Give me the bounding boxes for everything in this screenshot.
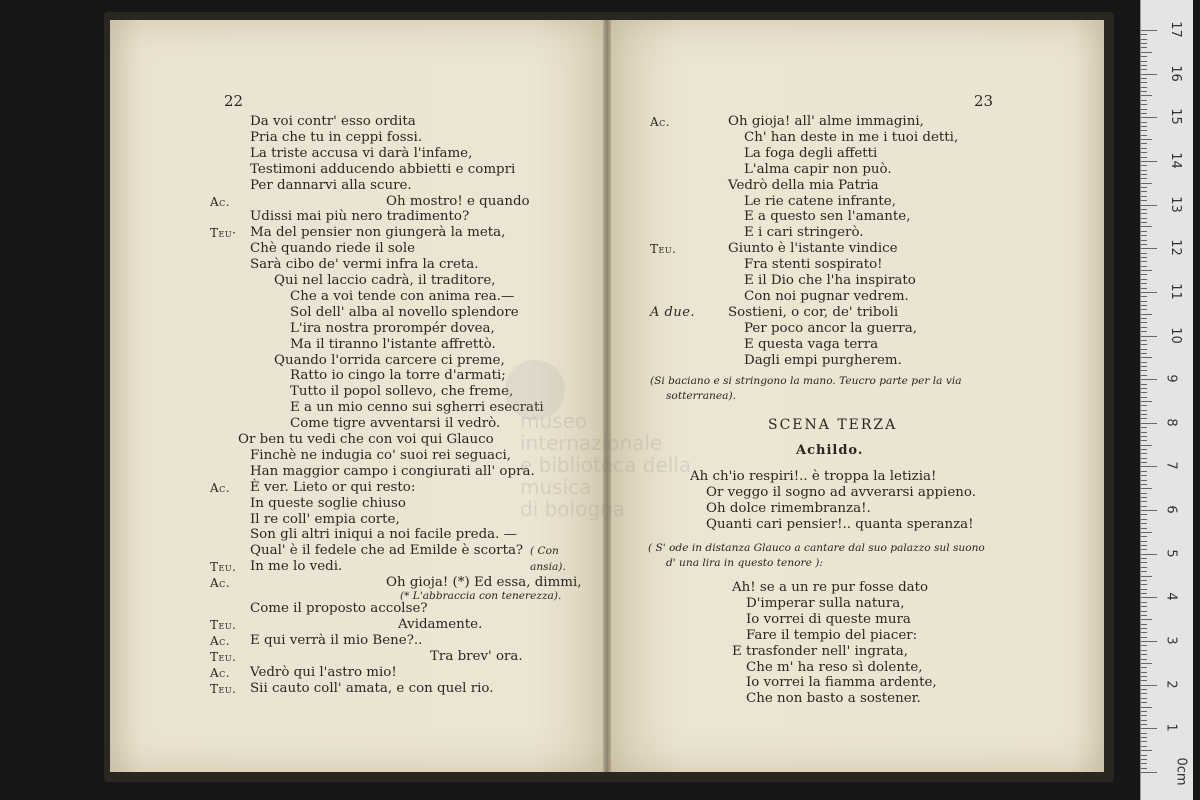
ruler-tick <box>1141 39 1147 40</box>
verse-line: Testimoni adducendo abbietti e compri <box>250 161 516 177</box>
ruler-tick <box>1141 510 1157 511</box>
ruler-tick <box>1141 397 1147 398</box>
ruler-tick <box>1141 205 1157 206</box>
ruler-tick <box>1141 741 1147 742</box>
ruler-tick <box>1141 475 1147 476</box>
ruler-tick <box>1141 336 1157 337</box>
ruler-tick <box>1141 314 1152 315</box>
ruler-tick <box>1141 619 1152 620</box>
ruler-number: 6 <box>1163 505 1179 514</box>
ruler-tick <box>1141 82 1147 83</box>
ruler-tick <box>1141 654 1147 655</box>
verse-line: Vedrò qui l'astro mio! <box>250 664 397 680</box>
verse-line: E qui verrà il mio Bene?.. <box>250 632 423 648</box>
ruler-tick <box>1141 139 1152 140</box>
ruler-tick <box>1141 100 1147 101</box>
ruler-number: 10 <box>1167 326 1183 344</box>
ruler-tick <box>1141 240 1147 241</box>
ruler-tick <box>1141 440 1147 441</box>
ruler-tick <box>1141 292 1157 293</box>
ruler-tick <box>1141 274 1147 275</box>
verse-line: E trasfonder nell' ingrata, <box>732 643 909 659</box>
ruler-tick <box>1141 178 1147 179</box>
ruler-tick <box>1141 296 1147 297</box>
ruler-tick <box>1141 248 1157 249</box>
verse-line: In me lo vedi. <box>250 559 343 575</box>
ruler-tick <box>1141 611 1147 612</box>
ruler-number: 15 <box>1167 108 1183 126</box>
ruler-tick <box>1141 659 1147 660</box>
ruler-tick <box>1141 279 1147 280</box>
ruler-tick <box>1141 672 1147 673</box>
ruler-tick <box>1141 353 1147 354</box>
ruler-tick <box>1141 759 1147 760</box>
ruler-tick <box>1141 453 1147 454</box>
verse-line: Oh gioja! (*) Ed essa, dimmi, <box>386 575 582 591</box>
speaker-label: Ac. <box>210 665 231 680</box>
verse-line: La foga degli affetti <box>744 145 878 161</box>
ruler-tick <box>1141 584 1147 585</box>
ruler-tick <box>1141 720 1147 721</box>
ruler-tick <box>1141 340 1147 341</box>
ruler-tick <box>1141 650 1147 651</box>
verse-line: Come tigre avventarsi il vedrò. <box>290 416 501 432</box>
ruler-tick <box>1141 488 1152 489</box>
stage-direction: d' una lira in questo tenore ): <box>666 557 823 569</box>
ruler-tick <box>1141 130 1147 131</box>
verse-line: Tra brev' ora. <box>430 648 523 664</box>
ruler-tick <box>1141 113 1147 114</box>
page-number-left: 22 <box>224 92 244 110</box>
ruler-tick <box>1141 663 1152 664</box>
ruler-tick <box>1141 528 1147 529</box>
ruler-tick <box>1141 519 1147 520</box>
ruler-tick <box>1141 357 1152 358</box>
ruler-tick <box>1141 445 1152 446</box>
ruler-tick <box>1141 327 1147 328</box>
ruler-tick <box>1141 209 1147 210</box>
verse-line: Giunto è l'istante vindice <box>728 241 898 257</box>
ruler-tick <box>1141 501 1147 502</box>
verse-line: Sostieni, o cor, de' triboli <box>728 304 899 320</box>
verse-line: Son gli altri iniqui a noi facile preda. — <box>250 527 518 543</box>
ruler-tick <box>1141 392 1147 393</box>
ruler-tick <box>1141 366 1147 367</box>
verse-line: Che m' ha reso sì dolente, <box>746 659 923 675</box>
ruler-tick <box>1141 226 1152 227</box>
ruler-number: 7 <box>1163 461 1179 471</box>
ruler-tick <box>1141 126 1147 127</box>
verse-line: Ma del pensier non giungerà la meta, <box>250 225 506 241</box>
ruler-tick <box>1141 480 1147 481</box>
speaker-label: Ac. <box>650 115 671 129</box>
ruler-tick <box>1141 558 1147 559</box>
ruler-tick <box>1141 370 1147 371</box>
verse-line: E i cari stringerò. <box>744 225 864 241</box>
ruler-number: 8 <box>1163 418 1179 427</box>
speaker-label: Ac. <box>210 633 231 648</box>
ruler-number: 12 <box>1167 239 1183 257</box>
ruler-tick <box>1141 91 1147 92</box>
ruler-tick <box>1141 471 1147 472</box>
ruler-tick <box>1141 78 1147 79</box>
ruler-tick <box>1141 685 1157 686</box>
verse-line: E questa vaga terra <box>744 336 879 352</box>
ruler-number: 16 <box>1167 64 1183 82</box>
ruler-tick <box>1141 554 1157 555</box>
ruler-tick <box>1141 344 1147 345</box>
ruler-tick <box>1141 117 1157 118</box>
ruler-tick <box>1141 52 1152 53</box>
ruler-tick <box>1141 143 1147 144</box>
ruler-tick <box>1141 244 1147 245</box>
ruler-tick <box>1141 283 1147 284</box>
ruler-tick <box>1141 231 1147 232</box>
verse-line: Qui nel laccio cadrà, il traditore, <box>274 273 496 288</box>
ruler-tick <box>1141 597 1157 598</box>
ruler-tick <box>1141 183 1152 184</box>
ruler-tick <box>1141 213 1147 214</box>
ruler-tick <box>1141 667 1147 668</box>
ruler-tick <box>1141 109 1147 110</box>
verse-line: Ah! se a un re pur fosse dato <box>732 580 929 595</box>
ruler-tick <box>1141 362 1147 363</box>
speaker-label: Teu· <box>210 226 237 241</box>
ruler-tick <box>1141 410 1147 411</box>
ruler-tick <box>1141 170 1147 171</box>
ruler-tick <box>1141 532 1152 533</box>
ruler-tick <box>1141 466 1157 467</box>
ruler-tick <box>1141 680 1147 681</box>
ruler-tick <box>1141 43 1147 44</box>
verse-line: Quando l'orrida carcere ci preme, <box>274 352 505 368</box>
ruler-tick <box>1141 253 1147 254</box>
ruler-tick <box>1141 733 1147 734</box>
ruler-tick <box>1141 322 1147 323</box>
verse-line: Quanti cari pensier!.. quanta speranza! <box>706 517 974 533</box>
ruler-tick <box>1141 624 1147 625</box>
ruler-tick <box>1141 95 1152 96</box>
verse-line: Han maggior campo i congiurati all' opra. <box>250 463 535 479</box>
verse-line: Che non basto a sostener. <box>746 691 921 707</box>
ruler-number: 0cm <box>1173 757 1189 786</box>
ruler-tick <box>1141 423 1157 424</box>
verse-line: Come il proposto accolse? <box>250 601 428 616</box>
stage-direction: ( S' ode in distanza Glauco a cantare dal suo palazzo sul suono <box>648 542 985 554</box>
verse-line: Che a voi tende con anima rea.— <box>290 288 515 304</box>
verse-line: Chè quando riede il sole <box>250 241 416 257</box>
ruler-number: 3 <box>1163 636 1179 645</box>
ruler-tick <box>1141 702 1147 703</box>
verse-line: Oh dolce rimembranza!. <box>706 501 871 517</box>
verse-line: Sarà cibo de' vermi infra la creta. <box>250 257 479 273</box>
ruler-tick <box>1141 763 1147 764</box>
ruler-tick <box>1141 458 1147 459</box>
ruler-tick <box>1141 104 1147 105</box>
ruler-tick <box>1141 187 1147 188</box>
ruler-tick <box>1141 47 1147 48</box>
ruler-tick <box>1141 414 1147 415</box>
ruler-tick <box>1141 707 1152 708</box>
verse-line: Da voi contr' esso ordita <box>250 114 416 129</box>
ruler-tick <box>1141 405 1147 406</box>
ruler-tick <box>1141 165 1147 166</box>
stage-direction: (Si baciano e si stringono la mano. Teucro parte per la via <box>650 375 962 388</box>
ruler-tick <box>1141 746 1147 747</box>
verse-line: E a questo sen l'amante, <box>744 209 911 225</box>
ruler-tick <box>1141 632 1147 633</box>
ruler-tick <box>1141 379 1157 380</box>
watermark-logo <box>505 360 565 420</box>
ruler-tick <box>1141 427 1147 428</box>
verse-line: L'alma capir non può. <box>744 161 892 177</box>
ruler-tick <box>1141 628 1147 629</box>
ruler-tick <box>1141 331 1147 332</box>
ruler-tick <box>1141 580 1147 581</box>
ruler-tick <box>1141 567 1147 568</box>
verse-line: Ratto io cingo la torre d'armati; <box>290 368 506 384</box>
ruler-tick <box>1141 157 1147 158</box>
book-gutter <box>603 20 611 772</box>
verse-line: Oh mostro! e quando <box>386 193 530 209</box>
ruler-tick <box>1141 768 1147 769</box>
ruler-tick <box>1141 375 1147 376</box>
ruler-tick <box>1141 698 1147 699</box>
ruler-tick <box>1141 449 1147 450</box>
verse-line: Le rie catene infrante, <box>744 193 896 209</box>
ruler-tick <box>1141 693 1147 694</box>
verse-line: Fra stenti sospirato! <box>744 257 883 273</box>
ruler-tick <box>1141 305 1147 306</box>
ruler-tick <box>1141 174 1147 175</box>
ruler-tick <box>1141 772 1157 773</box>
ruler-tick <box>1141 401 1152 402</box>
ruler-tick <box>1141 589 1147 590</box>
ruler-tick <box>1141 514 1147 515</box>
verse-line: Io vorrei di queste mura <box>746 611 911 627</box>
speaker-label: Teu. <box>210 560 237 575</box>
verse-line: Or ben tu vedi che con voi qui Glauco <box>238 432 494 447</box>
ruler-tick <box>1141 737 1147 738</box>
ruler-tick <box>1141 493 1147 494</box>
speaker-label: Teu. <box>210 681 237 696</box>
ruler-tick <box>1141 318 1147 319</box>
verse-line: Oh gioja! all' alme immagini, <box>728 114 924 129</box>
verse-line: Sii cauto coll' amata, e con quel rio. <box>250 680 494 696</box>
verse-line: L'ira nostra prorompér dovea, <box>290 320 495 336</box>
ruler-tick <box>1141 676 1147 677</box>
page-number-right: 23 <box>974 92 994 110</box>
ruler-tick <box>1141 562 1147 563</box>
ruler-tick <box>1141 56 1147 57</box>
ruler-tick <box>1141 384 1147 385</box>
measurement-ruler <box>1140 0 1193 800</box>
verse-line: E a un mio cenno sui sgherri esecrati <box>290 400 544 416</box>
ruler-tick <box>1141 536 1147 537</box>
ruler-number: 2 <box>1163 680 1179 689</box>
ruler-number: 11 <box>1167 283 1183 300</box>
ruler-tick <box>1141 349 1147 350</box>
ruler-tick <box>1141 602 1147 603</box>
ruler-number: 1 <box>1163 723 1179 732</box>
ruler-tick <box>1141 715 1147 716</box>
verse-line: Per poco ancor la guerra, <box>744 320 917 336</box>
ruler-number: 13 <box>1167 195 1183 213</box>
ruler-tick <box>1141 61 1147 62</box>
verse-line: Fare il tempio del piacer: <box>746 627 918 643</box>
ruler-tick <box>1141 637 1147 638</box>
verse-line: Udissi mai più nero tradimento? <box>250 209 470 225</box>
stage-direction: (* L'abbraccia con tenerezza). <box>400 590 562 602</box>
verse-line: Dagli empi purgherem. <box>744 352 902 368</box>
ruler-tick <box>1141 541 1147 542</box>
ruler-tick <box>1141 497 1147 498</box>
ruler-tick <box>1141 200 1147 201</box>
speaker-label: Teu. <box>210 617 237 632</box>
ruler-tick <box>1141 641 1157 642</box>
ruler-number: 9 <box>1163 374 1179 383</box>
ruler-tick <box>1141 750 1152 751</box>
ruler-tick <box>1141 87 1147 88</box>
ruler-tick <box>1141 65 1147 66</box>
verse-line: Finchè ne indugia co' suoi rei seguaci, <box>250 447 511 463</box>
ruler-tick <box>1141 462 1147 463</box>
ruler-tick <box>1141 576 1152 577</box>
ruler-tick <box>1141 288 1147 289</box>
ruler-tick <box>1141 689 1147 690</box>
speaker-label: Ac. <box>210 576 231 591</box>
ruler-number: 17 <box>1167 21 1183 38</box>
verse-line: Ch' han deste in me i tuoi detti, <box>744 129 959 145</box>
ruler-tick <box>1141 30 1157 31</box>
verse-line: In queste soglie chiuso <box>250 495 406 511</box>
verse-line: Io vorrei la fiamma ardente, <box>746 675 937 691</box>
ruler-number: 4 <box>1163 592 1179 602</box>
ruler-tick <box>1141 615 1147 616</box>
ruler-tick <box>1141 432 1147 433</box>
ruler-tick <box>1141 309 1147 310</box>
ruler-tick <box>1141 222 1147 223</box>
ruler-tick <box>1141 161 1157 162</box>
ruler-number: 14 <box>1167 152 1183 169</box>
stage-direction: sotterranea). <box>666 390 736 403</box>
ruler-tick <box>1141 506 1147 507</box>
ruler-tick <box>1141 755 1147 756</box>
ruler-tick <box>1141 191 1147 192</box>
ruler-tick <box>1141 266 1147 267</box>
verse-line: Avidamente. <box>398 616 483 632</box>
verse-line: Per dannarvi alla scure. <box>250 177 412 193</box>
verse-line: D'imperar sulla natura, <box>746 595 905 611</box>
verse-line: Con noi pugnar vedrem. <box>744 288 909 304</box>
ruler-tick <box>1141 418 1147 419</box>
ruler-tick <box>1141 257 1147 258</box>
ruler-tick <box>1141 724 1147 725</box>
ruler-tick <box>1141 645 1147 646</box>
verse-line: Ma il tiranno l'istante affrettò. <box>290 336 496 352</box>
stage-direction: ansia). <box>530 561 566 574</box>
ruler-tick <box>1141 235 1147 236</box>
stage-direction: ( Con <box>530 545 559 558</box>
ruler-tick <box>1141 218 1147 219</box>
ruler-tick <box>1141 436 1147 437</box>
ruler-tick <box>1141 711 1147 712</box>
ruler-tick <box>1141 549 1147 550</box>
scene-heading: SCENA TERZA <box>768 417 898 434</box>
ruler-tick <box>1141 261 1147 262</box>
ruler-tick <box>1141 388 1147 389</box>
verse-line: E il Dio che l'ha inspirato <box>744 273 916 288</box>
ruler-tick <box>1141 301 1147 302</box>
speaker-label: Teu. <box>210 649 237 664</box>
speaker-label: Ac. <box>210 480 231 495</box>
verse-line: Ah ch'io respiri!.. è troppa la letizia! <box>690 469 937 485</box>
verse-line: La triste accusa vi darà l'infame, <box>250 145 473 161</box>
ruler-tick <box>1141 571 1147 572</box>
ruler-tick <box>1141 122 1147 123</box>
ruler-tick <box>1141 270 1152 271</box>
character-name: Achildo. <box>796 443 864 459</box>
ruler-tick <box>1141 69 1147 70</box>
ruler-tick <box>1141 135 1147 136</box>
verse-line: Il re coll' empia corte, <box>250 511 400 527</box>
speaker-label: A due. <box>650 304 696 320</box>
verse-line: Pria che tu in ceppi fossi. <box>250 129 423 145</box>
verse-line: Vedrò della mia Patria <box>728 177 879 193</box>
ruler-tick <box>1141 148 1147 149</box>
ruler-tick <box>1141 728 1157 729</box>
verse-line: Or veggo il sogno ad avverarsi appieno. <box>706 485 976 501</box>
ruler-tick <box>1141 34 1147 35</box>
right-page <box>608 20 1104 772</box>
verse-line: Sol dell' alba al novello splendore <box>290 304 519 320</box>
ruler-tick <box>1141 152 1147 153</box>
verse-line: È ver. Lieto or qui resto: <box>250 479 416 495</box>
ruler-tick <box>1141 606 1147 607</box>
ruler-tick <box>1141 484 1147 485</box>
ruler-tick <box>1141 74 1157 75</box>
speaker-label: Ac. <box>210 194 231 209</box>
ruler-number: 5 <box>1163 549 1179 558</box>
ruler-tick <box>1141 523 1147 524</box>
ruler-tick <box>1141 545 1147 546</box>
verse-line: Qual' è il fedele che ad Emilde è scorta? <box>250 543 524 559</box>
ruler-tick <box>1141 593 1147 594</box>
verse-line: Tutto il popol sollevo, che freme, <box>290 384 514 400</box>
speaker-label: Teu. <box>650 242 677 257</box>
ruler-tick <box>1141 196 1147 197</box>
